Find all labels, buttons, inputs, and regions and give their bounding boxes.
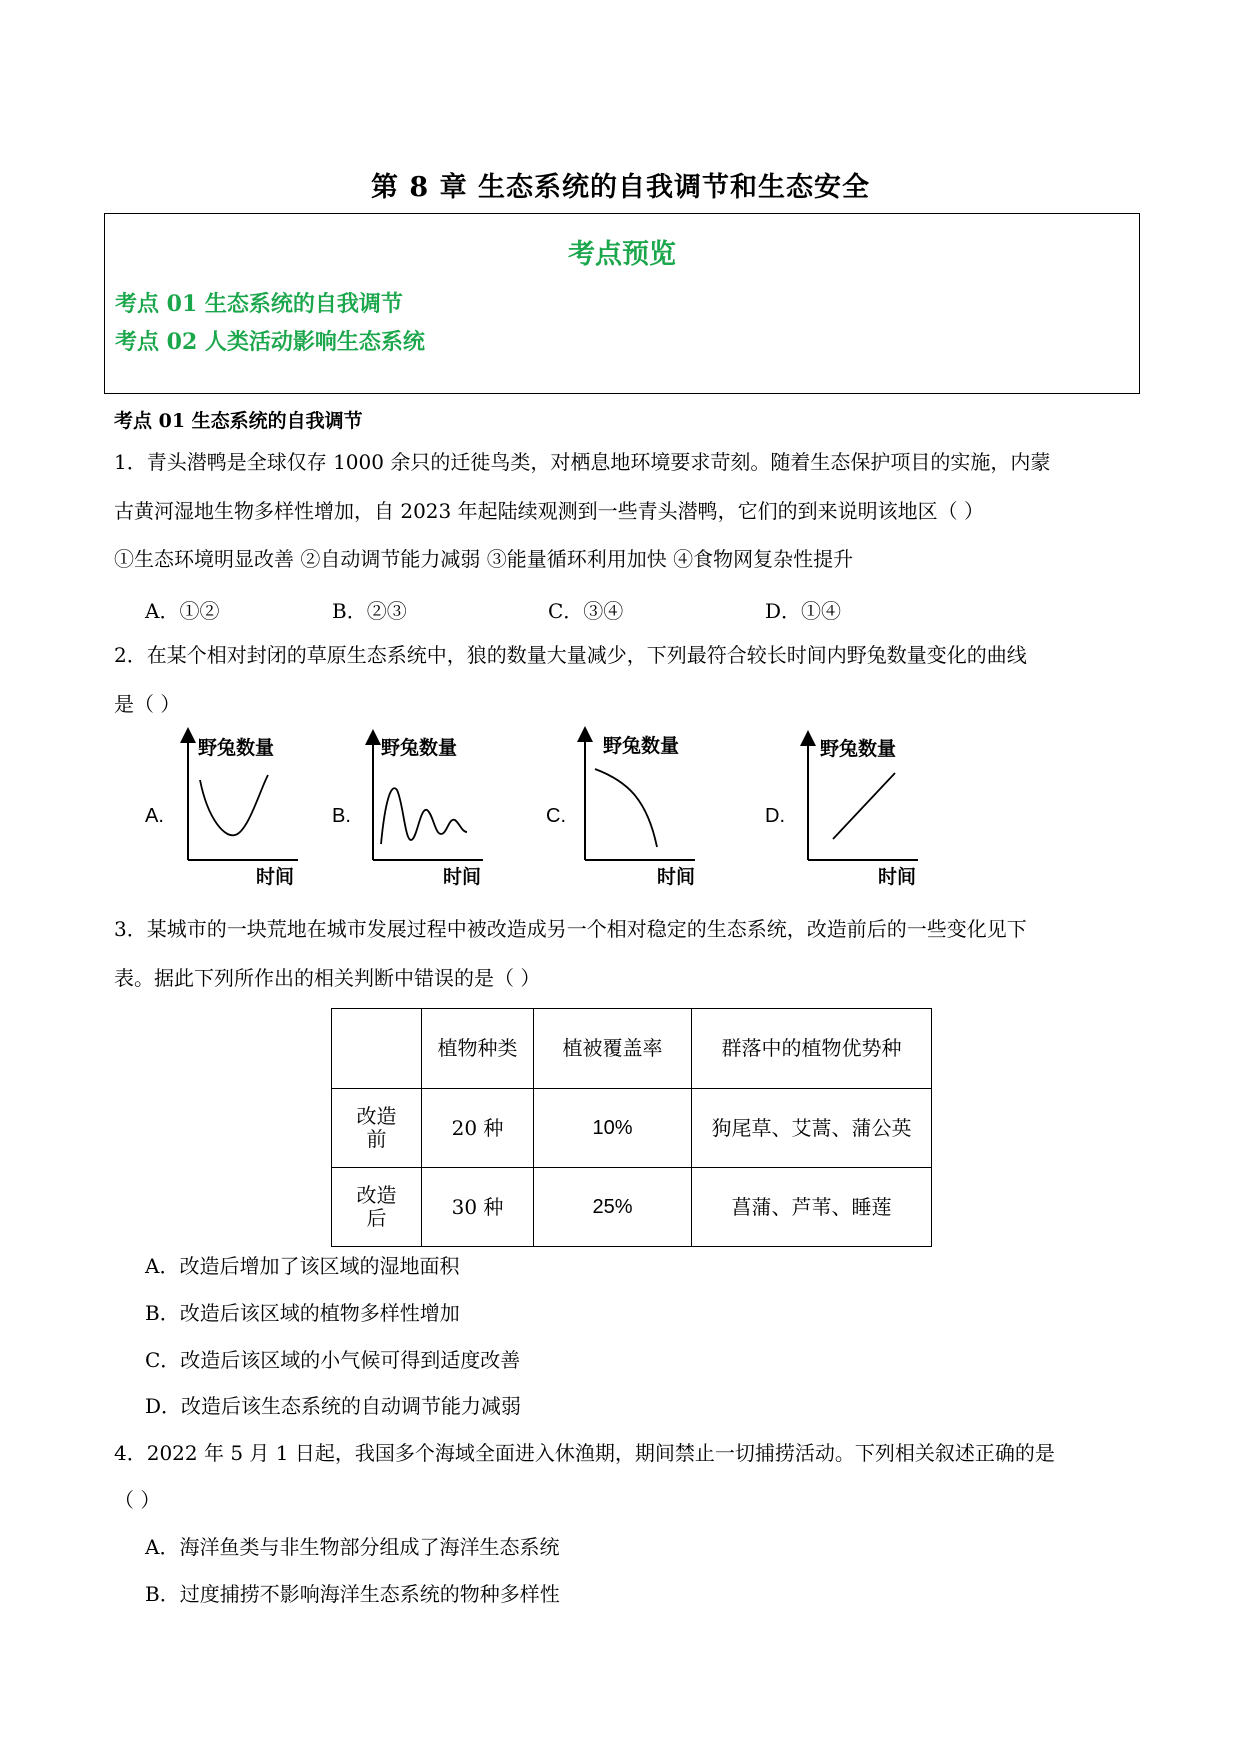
q3-stem-line-1: 3．某城市的一块荒地在城市发展过程中被改造成另一个相对稳定的生态系统，改造前后的一些变化见下	[114, 917, 1027, 941]
q1-statements: ①生态环境明显改善 ②自动调节能力减弱 ③能量循环利用加快 ④食物网复杂性提升	[114, 547, 854, 571]
curve-decreasing	[595, 769, 657, 847]
table-header-cell: 植物种类	[422, 1009, 534, 1089]
table-header-cell: 群落中的植物优势种	[692, 1009, 932, 1089]
table-header-cell: 植被覆盖率	[534, 1009, 692, 1089]
q2-graph-d	[800, 733, 935, 891]
curve-oscillating	[381, 788, 467, 844]
q3-option-d: D．改造后该生态系统的自动调节能力减弱	[145, 1394, 522, 1418]
curve-u-shape	[200, 775, 268, 835]
x-axis-label: 时间	[256, 866, 295, 888]
q1-option-d: D．①④	[765, 599, 842, 623]
q3-data-table	[331, 1008, 932, 1247]
table-row	[332, 1168, 932, 1247]
q1-option-b: B．②③	[332, 599, 407, 623]
q4-option-a: A．海洋鱼类与非生物部分组成了海洋生态系统	[145, 1535, 560, 1559]
table-header-row	[332, 1009, 932, 1089]
q4-stem-line-1: 4．2022 年 5 月 1 日起，我国多个海域全面进入休渔期，期间禁止一切捕捞活动。下列相关叙述正确的是	[114, 1441, 1055, 1465]
y-axis-label: 野兔数量	[603, 735, 680, 757]
q2-stem-line-2: 是（ ）	[114, 692, 181, 716]
q4-option-b: B．过度捕捞不影响海洋生态系统的物种多样性	[145, 1582, 560, 1606]
table-header-cell	[332, 1009, 422, 1089]
q1-stem-line-1: 1．青头潜鸭是全球仅存 1000 余只的迁徙鸟类，对栖息地环境要求苛刻。随着生态保护项目的实施，内蒙	[114, 450, 1051, 474]
x-axis-label: 时间	[443, 866, 482, 888]
q2-choice-c-letter: C.	[546, 805, 566, 827]
q2-graph-a	[180, 730, 315, 888]
cell-dominant: 菖蒲、芦苇、睡莲	[692, 1168, 932, 1247]
y-axis-label: 野兔数量	[820, 738, 897, 760]
y-axis-label: 野兔数量	[198, 737, 275, 759]
y-axis-label: 野兔数量	[381, 737, 458, 759]
cell-species: 20 种	[422, 1089, 534, 1168]
row-label: 改造前	[332, 1089, 422, 1168]
q3-option-a: A．改造后增加了该区域的湿地面积	[145, 1254, 460, 1278]
q1-option-c: C．③④	[548, 599, 624, 623]
overview-item-2: 考点 02 人类活动影响生态系统	[115, 329, 425, 355]
row-label: 改造后	[332, 1168, 422, 1247]
q2-graph-b	[365, 732, 500, 890]
page-title: 第 8 章 生态系统的自我调节和生态安全	[371, 172, 870, 203]
overview-box	[104, 213, 1140, 394]
q3-option-b: B．改造后该区域的植物多样性增加	[145, 1301, 460, 1325]
q4-stem-line-2: （ ）	[114, 1488, 161, 1512]
cell-species: 30 种	[422, 1168, 534, 1247]
table-row	[332, 1089, 932, 1168]
q2-choice-a-letter: A.	[145, 805, 164, 827]
q2-stem-line-1: 2．在某个相对封闭的草原生态系统中，狼的数量大量减少，下列最符合较长时间内野兔数量变化的曲线	[114, 643, 1027, 667]
x-axis-label: 时间	[878, 866, 917, 888]
q3-option-c: C．改造后该区域的小气候可得到适度改善	[145, 1348, 521, 1372]
cell-coverage: 10%	[534, 1089, 692, 1168]
q2-choice-b-letter: B.	[332, 805, 351, 827]
cell-coverage: 25%	[534, 1168, 692, 1247]
section-heading: 考点 01 生态系统的自我调节	[114, 410, 363, 432]
q2-graph-c	[577, 729, 712, 887]
overview-item-1: 考点 01 生态系统的自我调节	[115, 291, 403, 317]
q1-stem-line-2: 古黄河湿地生物多样性增加，自 2023 年起陆续观测到一些青头潜鸭，它们的到来说明该地区（ ）	[114, 499, 984, 523]
cell-dominant: 狗尾草、艾蒿、蒲公英	[692, 1089, 932, 1168]
curve-increasing-line	[833, 773, 895, 839]
q3-stem-line-2: 表。据此下列所作出的相关判断中错误的是（ ）	[114, 966, 541, 990]
overview-heading: 考点预览	[568, 239, 676, 270]
x-axis-label: 时间	[657, 866, 696, 888]
q2-choice-d-letter: D.	[765, 805, 785, 827]
q1-option-a: A．①②	[145, 599, 220, 623]
